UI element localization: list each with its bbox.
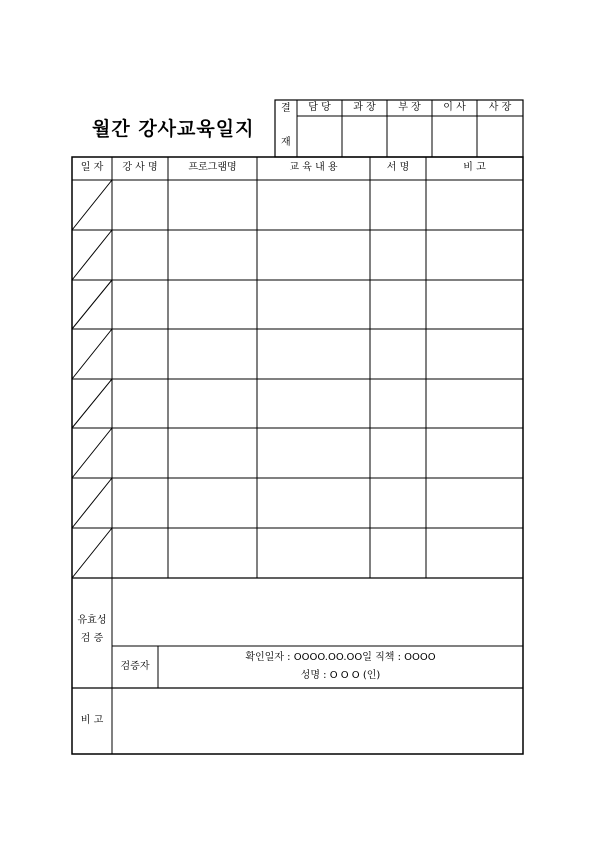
column-header-instructor: 강 사 명 [122,162,158,173]
document-title: 월간 강사교육일지 [92,118,255,140]
approval-header-4: 이 사 [443,102,466,113]
approval-header-1: 담 당 [308,102,331,113]
approval-header-2: 과 장 [353,102,376,113]
column-header-date: 일 자 [80,162,104,173]
column-header-remarks: 비 고 [463,162,486,173]
verifier-label: 검증자 [120,661,150,672]
column-header-program: 프로그램명 [188,162,237,173]
column-header-signature: 서 명 [386,162,410,173]
approval-label-bottom: 재 [281,137,291,148]
approval-label-top: 결 [281,103,291,114]
column-header-content: 교 육 내 용 [289,162,338,173]
verifier-name-line: 성명 : O O O (인) [300,670,381,681]
confirm-date-line: 확인일자 : OOOO.OO.OO일 직책 : OOOO [245,652,436,663]
validation-label-line2: 검 증 [80,633,104,644]
validation-label-line1: 유효성 [77,615,107,626]
approval-header-5: 사 장 [488,102,512,113]
approval-header-3: 부 장 [398,102,421,113]
remarks-label: 비 고 [80,715,104,726]
